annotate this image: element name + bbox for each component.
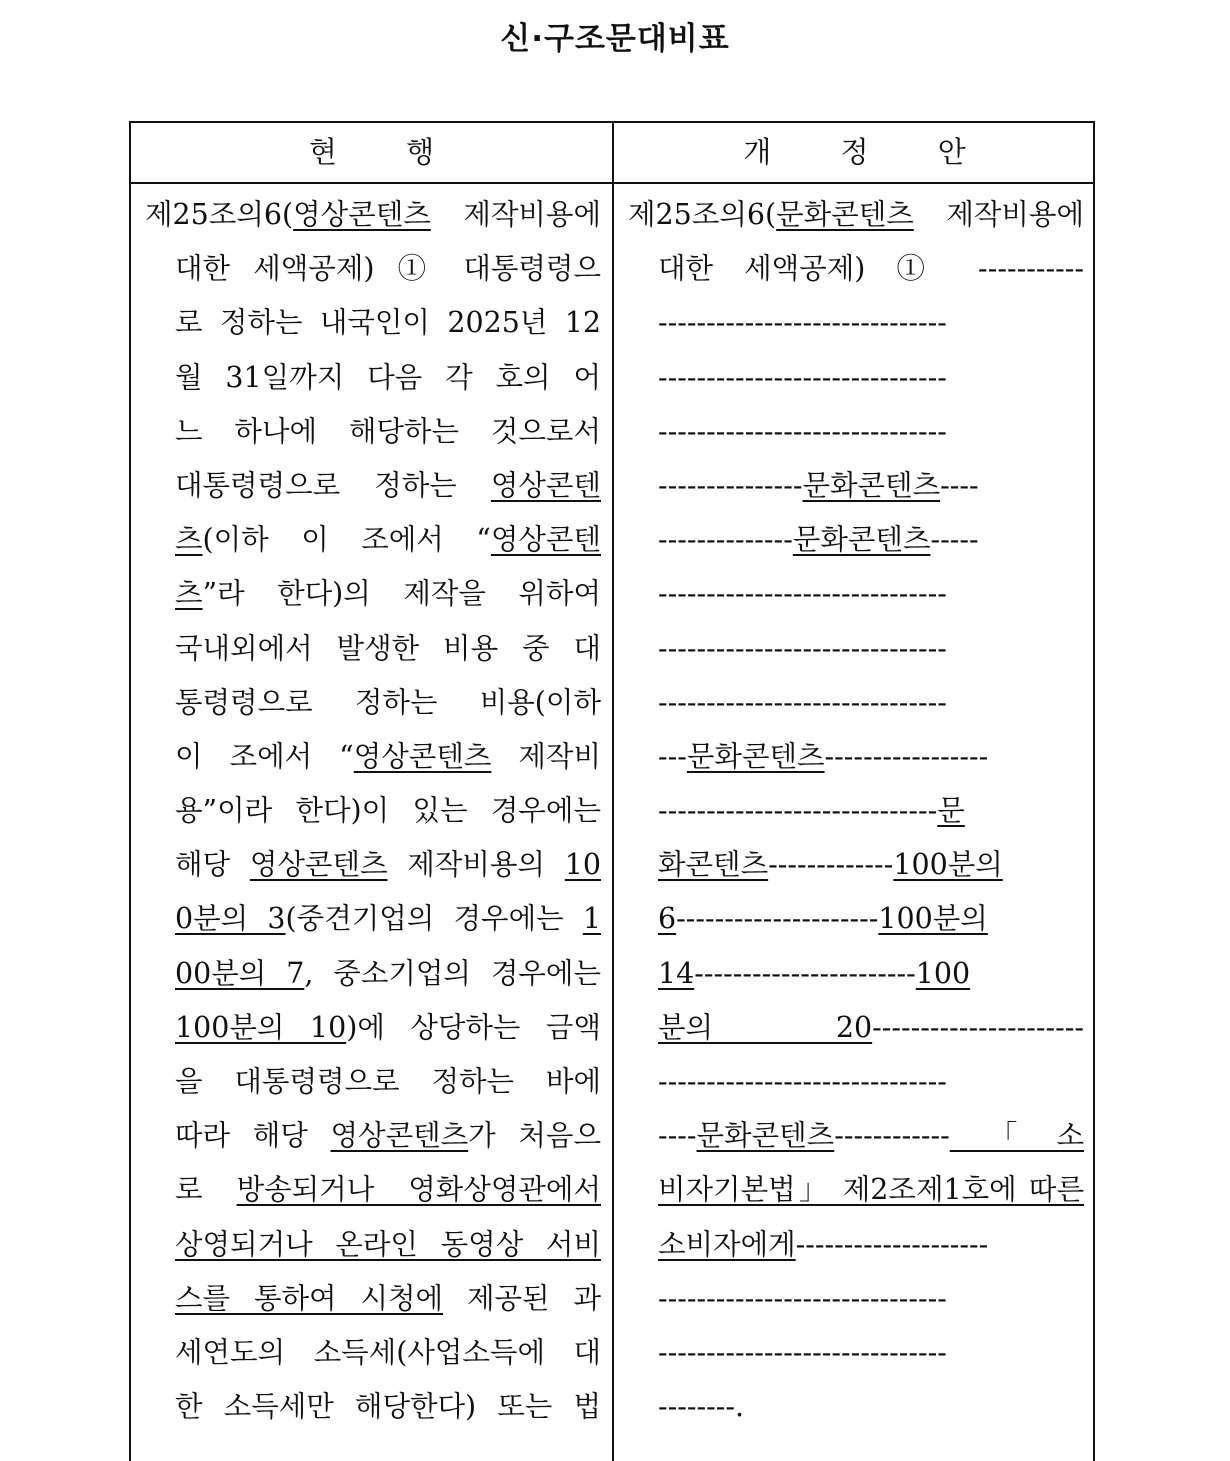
proposed-text-column	[628, 188, 1084, 1434]
text-segment: ------------------------------	[658, 306, 947, 340]
text-segment: ------------------------------	[658, 1065, 947, 1098]
amended-text: 0분의 3	[175, 902, 286, 936]
amended-text: 소비자에게	[658, 1227, 796, 1261]
text-segment: ------------------------------	[658, 360, 947, 394]
amended-text: 영상콘텐츠	[330, 1119, 469, 1153]
proposed-line	[628, 622, 1084, 676]
amended-text: 문	[937, 794, 965, 828]
text-segment: 가 처음으	[468, 1119, 601, 1153]
proposed-line	[628, 1001, 1084, 1055]
amended-text: 문화콘텐츠	[696, 1119, 835, 1153]
current-line	[145, 622, 601, 676]
amended-text: 100	[915, 956, 971, 990]
text-segment: --------.	[658, 1390, 745, 1424]
text-segment: -----------------	[824, 739, 989, 773]
proposed-line	[628, 296, 1084, 350]
amended-text: 방송되거나 영화상영관에서	[236, 1173, 601, 1207]
amended-text: 츠	[175, 523, 203, 557]
text-segment: (중견기업의 경우에는	[285, 902, 583, 936]
proposed-line	[628, 1326, 1084, 1380]
amended-text: 영상콘텐	[490, 523, 601, 557]
proposed-line	[628, 1109, 1084, 1163]
text-segment: -----	[930, 523, 979, 557]
proposed-line	[628, 947, 1084, 1001]
text-segment: ---------------------	[676, 902, 879, 936]
amended-text: 1	[582, 902, 601, 936]
text-segment: 해당	[175, 848, 250, 882]
proposed-line	[628, 838, 1084, 892]
amended-text: 영상콘텐	[490, 468, 601, 502]
text-segment: ----	[940, 468, 979, 502]
current-line	[145, 351, 601, 405]
amended-text: 「소	[949, 1119, 1084, 1153]
current-text-column	[145, 188, 601, 1434]
proposed-line	[628, 405, 1084, 459]
amended-text: 100분의 10	[175, 1010, 347, 1044]
text-segment: ”라 한다)의 제작을 위하여	[202, 577, 601, 611]
proposed-line	[628, 1380, 1084, 1434]
text-segment: 로 정하는 내국인이 2025년 12	[175, 306, 601, 340]
text-segment: )에 상당하는 금액	[346, 1010, 601, 1044]
text-segment: --------------------	[795, 1227, 989, 1261]
current-line	[145, 242, 601, 296]
text-segment: ------------	[834, 1119, 950, 1153]
text-segment: ------------------------------	[658, 685, 947, 719]
text-segment: -----------------------	[694, 956, 916, 990]
current-line	[145, 947, 601, 1001]
text-segment: ------------------------------	[658, 414, 947, 448]
text-segment: 한 소득세만 해당한다) 또는 법	[175, 1390, 601, 1424]
column-divider	[612, 123, 614, 1461]
text-segment: 을 대통령령으로 정하는 바에	[175, 1065, 601, 1098]
amended-text: 스를 통하여 시청에	[175, 1281, 444, 1315]
text-segment: ------------------------------	[658, 1335, 947, 1369]
amended-text: 비자기본법」 제2조제1호에 따른	[658, 1173, 1084, 1207]
current-line	[145, 784, 601, 838]
proposed-line	[628, 730, 1084, 784]
amended-text: 상영되거나 온라인 동영상 서비	[175, 1227, 601, 1261]
text-segment: (이하 이 조에서 “	[202, 523, 491, 557]
amended-text: 영상콘텐츠	[293, 198, 431, 231]
amended-text: 문화콘텐츠	[792, 523, 931, 557]
text-segment: -------------	[768, 848, 894, 882]
text-segment: -----------------------------	[658, 794, 938, 828]
text-segment: 용”이라 한다)이 있는 경우에는	[175, 794, 601, 828]
text-segment: 통령령으로 정하는 비용(이하	[175, 685, 601, 719]
current-line	[145, 405, 601, 459]
current-line	[145, 676, 601, 730]
text-segment: ------------------------------	[658, 1281, 947, 1315]
proposed-line	[628, 1163, 1084, 1217]
amended-text: 영상콘텐츠	[249, 848, 388, 882]
text-segment: ----------------------	[872, 1010, 1084, 1044]
proposed-line	[628, 459, 1084, 513]
text-segment: 제25조의6(	[145, 198, 294, 231]
text-segment: 제작비용에	[430, 198, 601, 231]
current-line	[145, 1326, 601, 1380]
text-segment: 제25조의6(	[628, 198, 777, 231]
amended-text: 00분의 7	[175, 956, 305, 990]
proposed-line	[628, 242, 1084, 296]
current-line	[145, 838, 601, 892]
current-line	[145, 1218, 601, 1272]
text-segment: 제작비	[491, 739, 601, 773]
text-segment: 로	[175, 1173, 237, 1207]
current-line	[145, 1055, 601, 1109]
current-line	[145, 1380, 601, 1434]
current-line	[145, 1163, 601, 1217]
text-segment: ------------------------------	[658, 577, 947, 611]
proposed-line	[628, 1218, 1084, 1272]
amended-text: 영상콘텐츠	[353, 739, 492, 773]
amended-text: 화콘텐츠	[658, 848, 769, 882]
current-line	[145, 567, 601, 621]
text-segment: , 중소기업의 경우에는	[304, 956, 601, 990]
text-segment: ---	[658, 739, 687, 773]
amended-text: 츠	[175, 577, 203, 611]
current-line	[145, 1109, 601, 1163]
text-segment: 제작비용의	[387, 848, 565, 882]
proposed-line	[628, 892, 1084, 946]
header-current: 현 행	[308, 135, 435, 169]
text-segment: ---------------	[658, 468, 803, 502]
text-segment: 이 조에서 “	[175, 739, 354, 773]
proposed-line	[628, 351, 1084, 405]
text-segment: 대통령령으로 정하는	[175, 468, 491, 502]
text-segment: 제공된 과	[443, 1281, 601, 1315]
amended-text: 6	[658, 902, 677, 936]
amended-text: 문화콘텐츠	[776, 198, 914, 231]
current-line	[145, 1272, 601, 1326]
text-segment: 따라 해당	[175, 1119, 331, 1153]
text-segment: 국내외에서 발생한 비용 중 대	[175, 631, 601, 665]
proposed-line	[628, 188, 1084, 242]
amended-text: 14	[658, 956, 695, 990]
proposed-line	[628, 676, 1084, 730]
amended-text: 100분의	[893, 848, 1003, 882]
proposed-line	[628, 1055, 1084, 1109]
current-line	[145, 296, 601, 350]
text-segment: 세연도의 소득세(사업소득에 대	[175, 1335, 601, 1369]
amended-text: 문화콘텐츠	[686, 739, 825, 773]
proposed-line	[628, 784, 1084, 838]
current-line	[145, 892, 601, 946]
current-line	[145, 188, 601, 242]
amended-text: 분의 20	[658, 1010, 873, 1044]
text-segment: 대한 세액공제) ① -----------	[658, 252, 1084, 286]
amended-text: 문화콘텐츠	[802, 468, 941, 502]
text-segment: ------------------------------	[658, 631, 947, 665]
text-segment: 대한 세액공제) ① 대통령령으	[175, 252, 601, 286]
amended-text: 10	[564, 848, 601, 882]
document-title: 신·구조문대비표	[500, 21, 730, 57]
current-line	[145, 730, 601, 784]
proposed-line	[628, 567, 1084, 621]
current-line	[145, 459, 601, 513]
amended-text: 100분의	[878, 902, 988, 936]
text-segment: 느 하나에 해당하는 것으로서	[175, 414, 601, 448]
text-segment: 월 31일까지 다음 각 호의 어	[175, 360, 601, 394]
current-line	[145, 513, 601, 567]
text-segment: --------------	[658, 523, 793, 557]
current-line	[145, 1001, 601, 1055]
proposed-line	[628, 513, 1084, 567]
text-segment: 제작비용에	[913, 198, 1084, 231]
text-segment: ----	[658, 1119, 697, 1153]
proposed-line	[628, 1272, 1084, 1326]
header-proposed: 개 정 안	[743, 135, 966, 169]
